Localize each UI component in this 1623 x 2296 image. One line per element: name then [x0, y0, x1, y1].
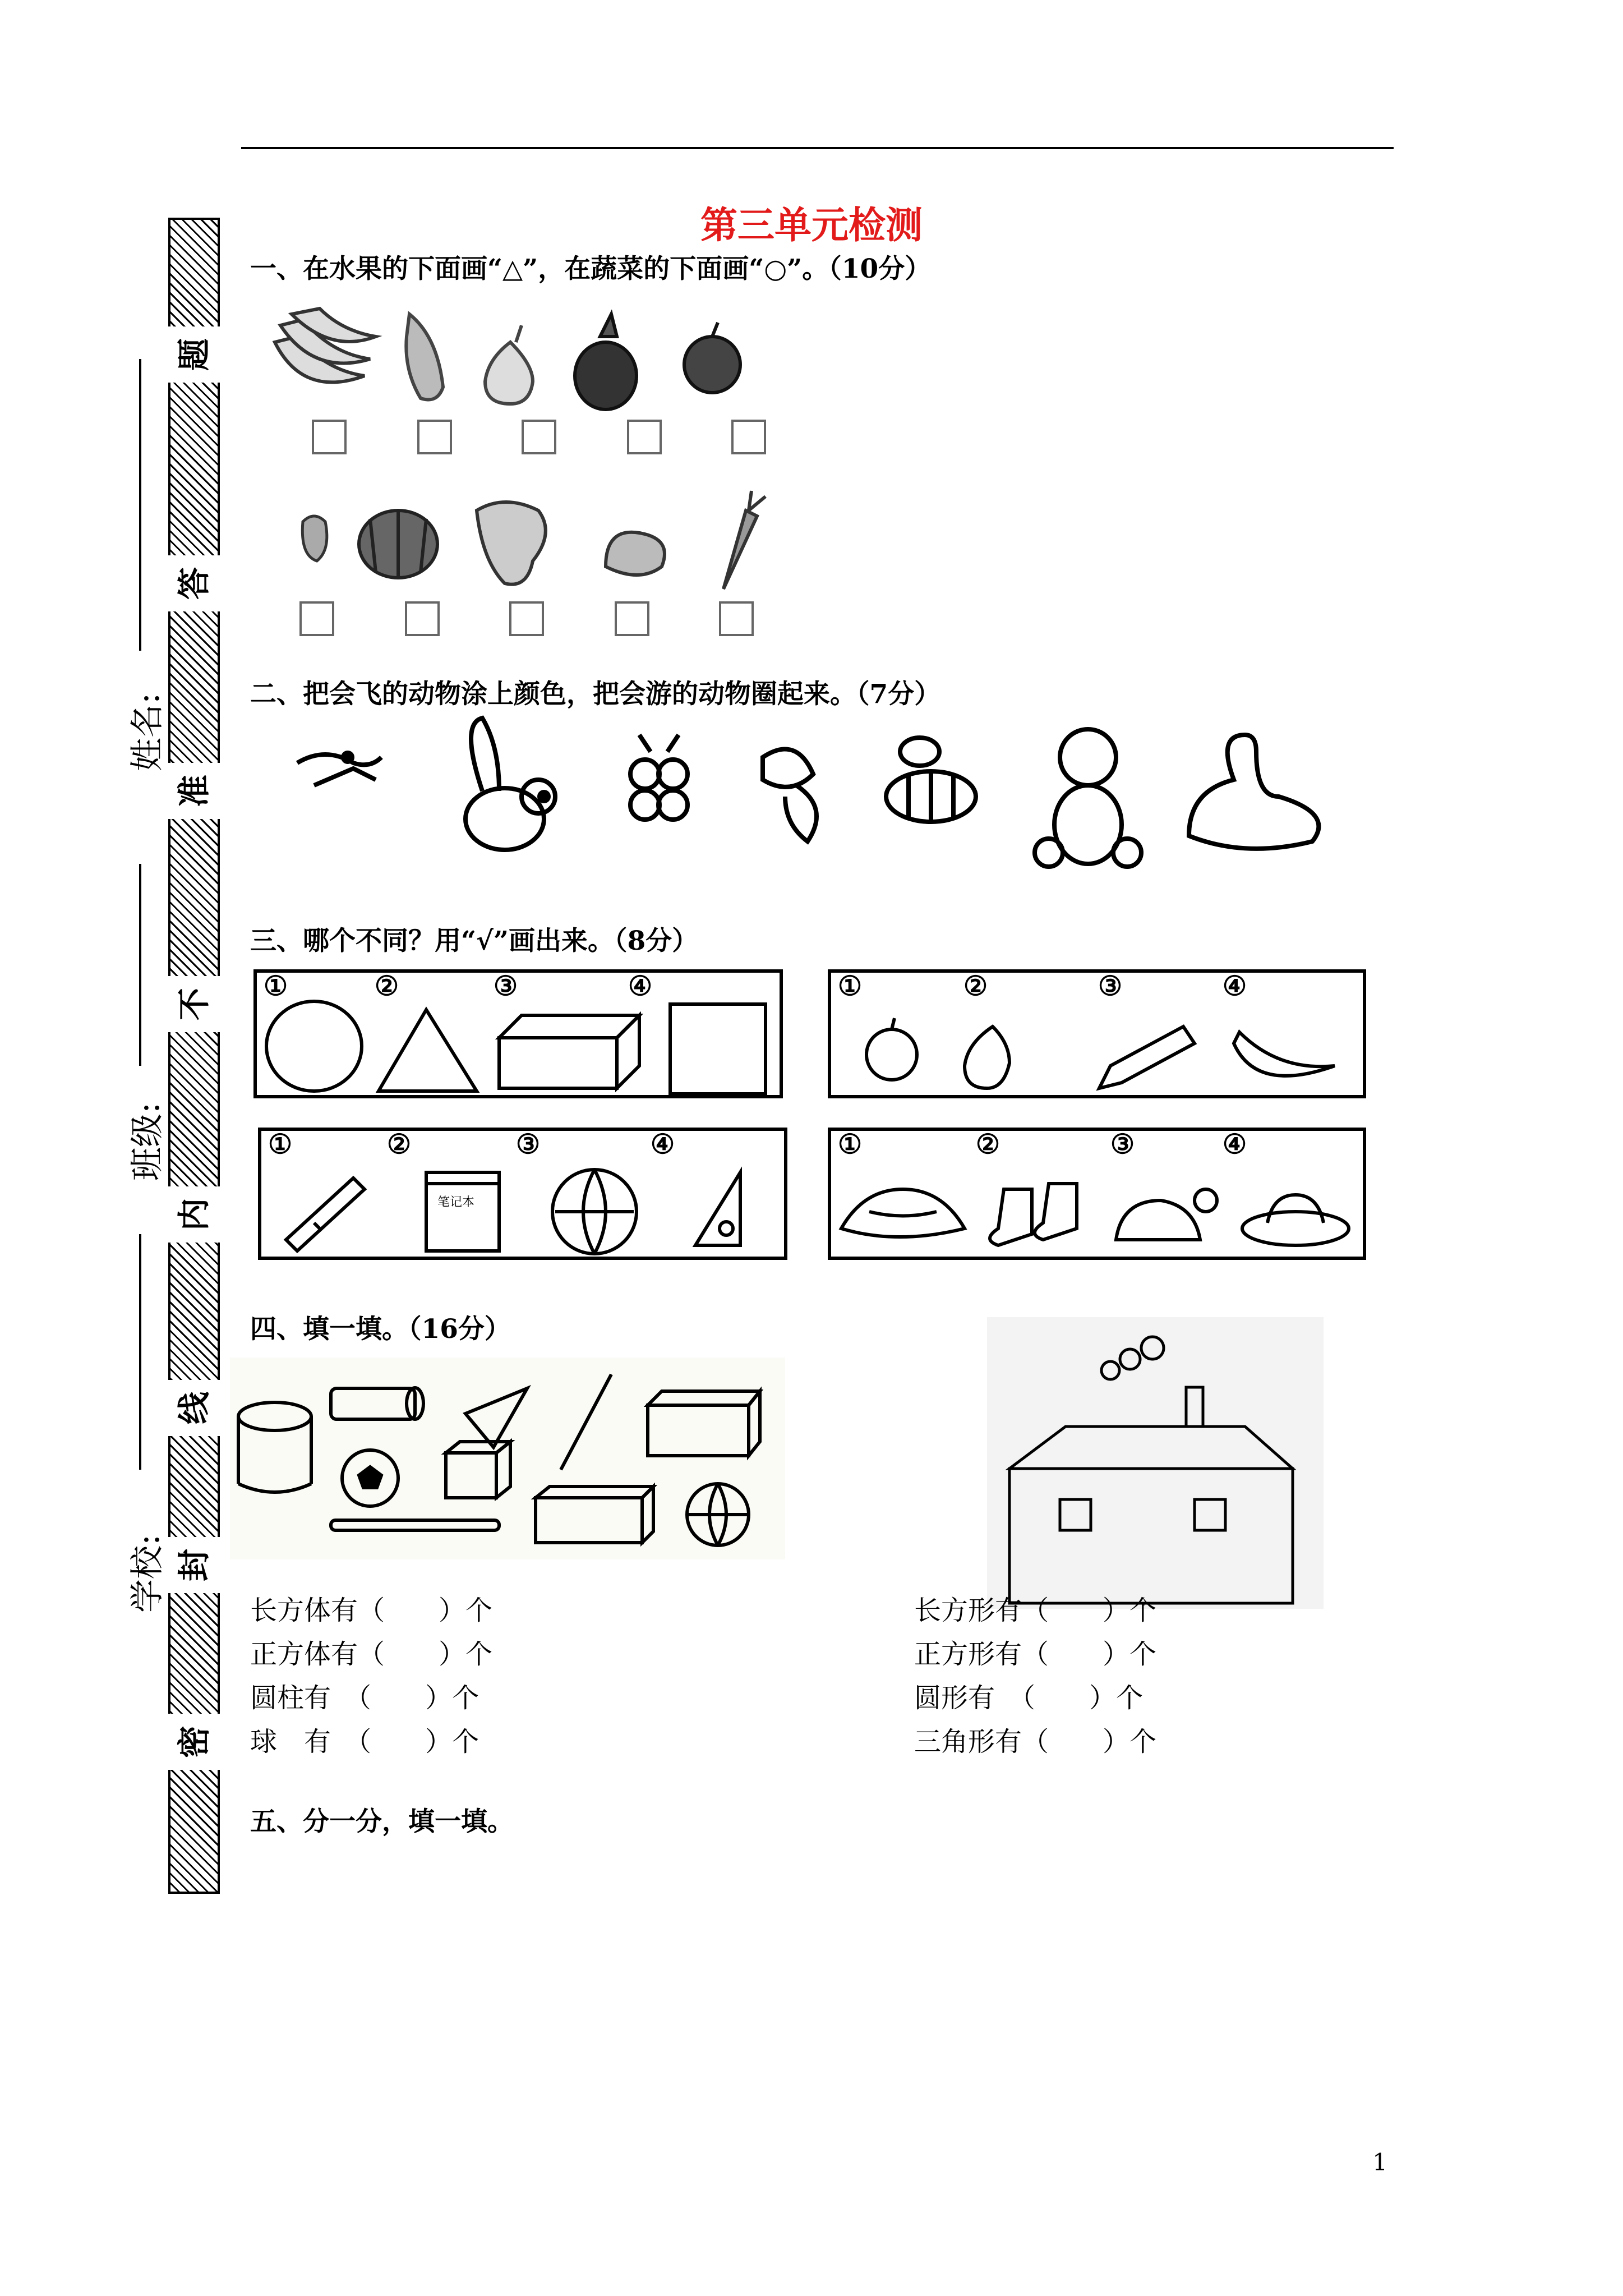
- notebook-icon: [426, 1172, 499, 1251]
- bee-icon: [886, 738, 976, 822]
- sun-hat-icon: [841, 1189, 965, 1237]
- option-number: ①: [268, 1129, 293, 1160]
- q3-panel2-figures: [852, 1010, 1357, 1094]
- sweet-potato-icon: [406, 314, 443, 400]
- seal-char-3: 准: [168, 763, 220, 819]
- seal-char-8: 密: [168, 1714, 220, 1770]
- swan-icon: [1189, 735, 1318, 849]
- fill-cylinder: 圆柱有 （ ）个: [250, 1682, 479, 1714]
- apple-icon: [866, 1018, 917, 1080]
- option-number: ③: [1098, 970, 1123, 1002]
- seal-char-6: 线: [168, 1380, 220, 1436]
- knit-hat-icon: [1116, 1189, 1217, 1240]
- banana-icon: [1234, 1032, 1335, 1076]
- option-number: ②: [963, 970, 988, 1002]
- seal-char-5: 内: [168, 1186, 220, 1243]
- q3-heading: 三、哪个不同？用“√”画出来。（8分）: [250, 926, 699, 956]
- option-number: ②: [387, 1129, 412, 1160]
- pear-icon: [485, 325, 533, 404]
- cabbage-icon: [477, 502, 546, 585]
- option-number: ④: [628, 970, 653, 1002]
- apple-icon: [684, 323, 740, 393]
- q5-heading: 五、分一分，填一填。: [250, 1806, 514, 1837]
- eggplant-icon: [575, 314, 637, 409]
- circle-shape: [266, 1001, 362, 1091]
- triangle-ruler-icon: [695, 1172, 740, 1245]
- notebook-label: 笔记本: [437, 1195, 475, 1209]
- name-label: 姓名:: [128, 692, 167, 771]
- class-label: 班级:: [128, 1102, 167, 1181]
- q1-answer-box[interactable]: [405, 601, 440, 636]
- option-number: ①: [264, 970, 288, 1002]
- fill-sphere: 球 有 （ ）个: [250, 1726, 479, 1757]
- triangle-shape: [379, 1010, 477, 1091]
- q1-row1-images: [269, 303, 796, 415]
- q4-house-picture: [987, 1317, 1324, 1609]
- q1-answer-box[interactable]: [627, 420, 662, 454]
- option-number: ④: [651, 1129, 675, 1160]
- seal-char-7: 封: [168, 1537, 220, 1593]
- q1-answer-box[interactable]: [731, 420, 766, 454]
- q1-answer-box[interactable]: [719, 601, 754, 636]
- q4-solids-picture: [230, 1358, 785, 1559]
- q1-heading: 一、在水果的下面画“△”，在蔬菜的下面画“○”。（10分）: [250, 254, 932, 284]
- cuboid-shape: [499, 1015, 639, 1088]
- q3-panel1-figures: [264, 999, 768, 1094]
- q3-panel4-figures: [836, 1167, 1363, 1257]
- bear-icon: [1035, 729, 1141, 867]
- option-number: ①: [838, 970, 863, 1002]
- q1-row2-images: [292, 488, 785, 600]
- fill-cuboid: 长方体有（ ）个: [250, 1595, 493, 1626]
- option-number: ③: [516, 1129, 541, 1160]
- seal-margin-strip: [168, 218, 220, 1894]
- fill-square: 正方形有（ ）个: [914, 1639, 1157, 1670]
- pencil-icon: [1099, 1027, 1195, 1088]
- peach-icon: [606, 532, 665, 575]
- q2-heading: 二、把会飞的动物涂上颜色，把会游的动物圈起来。（7分）: [250, 679, 941, 710]
- q1-answer-box[interactable]: [312, 420, 347, 454]
- fill-circle: 圆形有 （ ）个: [914, 1682, 1144, 1714]
- header-rule: [241, 147, 1394, 149]
- fill-cube: 正方体有（ ）个: [250, 1639, 493, 1670]
- option-number: ③: [1110, 1129, 1135, 1160]
- rabbit-icon: [465, 718, 555, 850]
- ruler-icon: [286, 1178, 365, 1251]
- carrot-icon: [723, 491, 766, 589]
- q1-answer-box[interactable]: [522, 420, 556, 454]
- straw-hat-icon: [1242, 1195, 1349, 1245]
- school-label: 学校:: [128, 1534, 167, 1613]
- name-fill-line: [139, 359, 141, 651]
- pear-icon: [965, 1027, 1009, 1088]
- goldfish-icon: [763, 749, 817, 841]
- fill-triangle: 三角形有（ ）个: [914, 1726, 1157, 1757]
- seal-char-2: 答: [168, 555, 220, 611]
- option-number: ②: [976, 1129, 1000, 1160]
- seal-char-1: 题: [168, 326, 220, 383]
- option-number: ④: [1223, 970, 1247, 1002]
- basketball-icon: [552, 1170, 637, 1254]
- option-number: ③: [494, 970, 518, 1002]
- q2-animals: [292, 712, 1368, 881]
- tomato-icon: [359, 510, 437, 578]
- banana-icon: [275, 309, 376, 382]
- socks-icon: [990, 1184, 1077, 1245]
- square-shape: [670, 1004, 766, 1094]
- butterfly-icon: [630, 735, 688, 820]
- option-number: ②: [375, 970, 399, 1002]
- q1-answer-box[interactable]: [299, 601, 334, 636]
- q4-heading: 四、填一填。（16分）: [250, 1314, 511, 1345]
- q1-answer-box[interactable]: [417, 420, 452, 454]
- bird-icon: [297, 753, 381, 785]
- class-fill-line: [139, 864, 141, 1066]
- page-number: 1: [1372, 2148, 1387, 2176]
- option-number: ①: [838, 1129, 863, 1160]
- page-title: 第三单元检测: [700, 203, 923, 247]
- seal-char-4: 不: [168, 976, 220, 1032]
- option-number: ④: [1223, 1129, 1247, 1160]
- pepper-icon: [302, 516, 327, 561]
- fill-rectangle: 长方形有（ ）个: [914, 1595, 1157, 1626]
- q1-answer-box[interactable]: [615, 601, 649, 636]
- q1-answer-box[interactable]: [509, 601, 544, 636]
- q3-panel3-figures: [280, 1161, 774, 1257]
- school-fill-line: [139, 1234, 141, 1470]
